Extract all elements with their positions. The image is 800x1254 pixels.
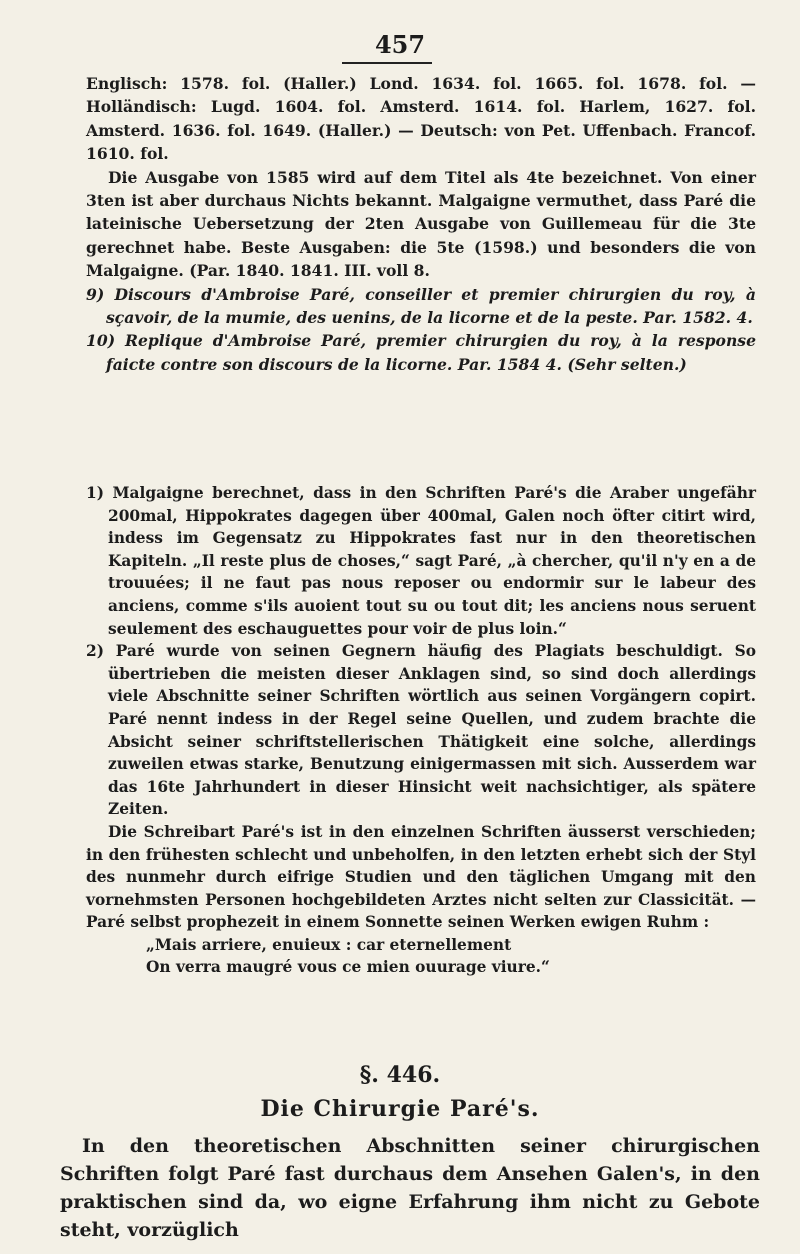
- main-text: [60, 1132, 760, 1244]
- footnote-2: 2) Paré wurde von seinen Gegnern häufig des Plagiats beschuldigt. So übertrieben die meisten dieser Anklagen sind, so sind doch allerdings viele Abschnitte seiner Schriften wörtlich aus seinen Vorgängern copirt. Paré nennt indess in der Regel seine Quellen, und zudem brachte die Absicht seiner schriftstellerischen Thätigkeit eine solche, allerdings zuweilen etwas starke, Benutzung einigermassen mit sich. Ausserdem war das 16te Jahrhundert in dieser Hinsicht weit nachsichtiger, als spätere Zeiten.: [86, 642, 756, 819]
- header-rule: [342, 62, 432, 64]
- entry-9: 9) Discours d'Ambroise Paré, conseiller et premier chirurgien du roy, à sçavoir, de la mumie, des uenins, de la licorne et de la peste. Par. 1582. 4.: [86, 284, 756, 328]
- translations-paragraph: Englisch: 1578. fol. (Haller.) Lond. 1634. fol. 1665. fol. 1678. fol. — Holländisch: Lugd. 1604. fol. Amsterd. 1614. fol. Harlem, 1627. fol. Amsterd. 1636. fol. 1649. (Haller.) — Deutsch: von Pet. Uffenbach. Francof. 1610. fol.: [86, 74, 756, 164]
- editions-paragraph: Die Ausgabe von 1585 wird auf dem Titel als 4te bezeichnet. Von einer 3ten ist aber durchaus Nichts bekannt. Malgaigne vermuthet, dass Paré die lateinische Uebersetzung der 2ten Ausgabe von Guillemeau für die 3te gerechnet habe. Beste Ausgaben: die 5te (1598.) und besonders die von Malgaigne. (Par. 1840. 1841. III. voll 8.: [86, 167, 756, 281]
- section-number: §. 446.: [359, 1062, 441, 1088]
- quote-line-2: On verra maugré vous ce mien ouurage viure.“: [146, 958, 550, 977]
- footnote-2-continued: Die Schreibart Paré's ist in den einzelnen Schriften äusserst verschieden; in den frühesten schlecht und unbeholfen, in den letzten erhebt sich der Styl des nunmehr durch eifrige Studien und den täglichen Umgang mit den vornehmsten Personen hochgebildeten Arztes nicht selten zur Classicität. — Paré selbst prophezeit in einem Sonnette seinen Werken ewigen Ruhm :: [86, 822, 756, 932]
- quote-line-1: „Mais arriere, enuieux : car eternellement: [146, 935, 512, 954]
- footnotes: [86, 482, 756, 979]
- section-title: Die Chirurgie Paré's.: [260, 1096, 540, 1122]
- footnote-1: 1) Malgaigne berechnet, dass in den Schriften Paré's die Araber ungefähr 200mal, Hippokrates dagegen über 400mal, Galen noch öfter citirt wird, indess im Gegensatz zu Hippokrates fast nur in den theoretischen Kapiteln. „Il reste plus de choses,“ sagt Paré, „à chercher, qu'il n'y en a de trouuées; il ne faut pas nous reposer ou endormir sur le labeur des anciens, comme s'ils auoient tout su ou tout dit; les anciens nous seruent seulement des eschauguettes pour voir de plus loin.“: [86, 484, 756, 638]
- bibliography-block: [86, 72, 756, 376]
- entry-10: 10) Replique d'Ambroise Paré, premier chirurgien du roy, à la response faicte contre son discours de la licorne. Par. 1584 4. (Sehr selten.): [86, 331, 756, 374]
- page-number: 457: [374, 30, 426, 59]
- main-paragraph: In den theoretischen Abschnitten seiner chirurgischen Schriften folgt Paré fast durchaus dem Ansehen Galen's, in den praktischen sind da, wo eigne Erfahrung ihm nicht zu Gebote steht, vorzüglich: [60, 1135, 760, 1241]
